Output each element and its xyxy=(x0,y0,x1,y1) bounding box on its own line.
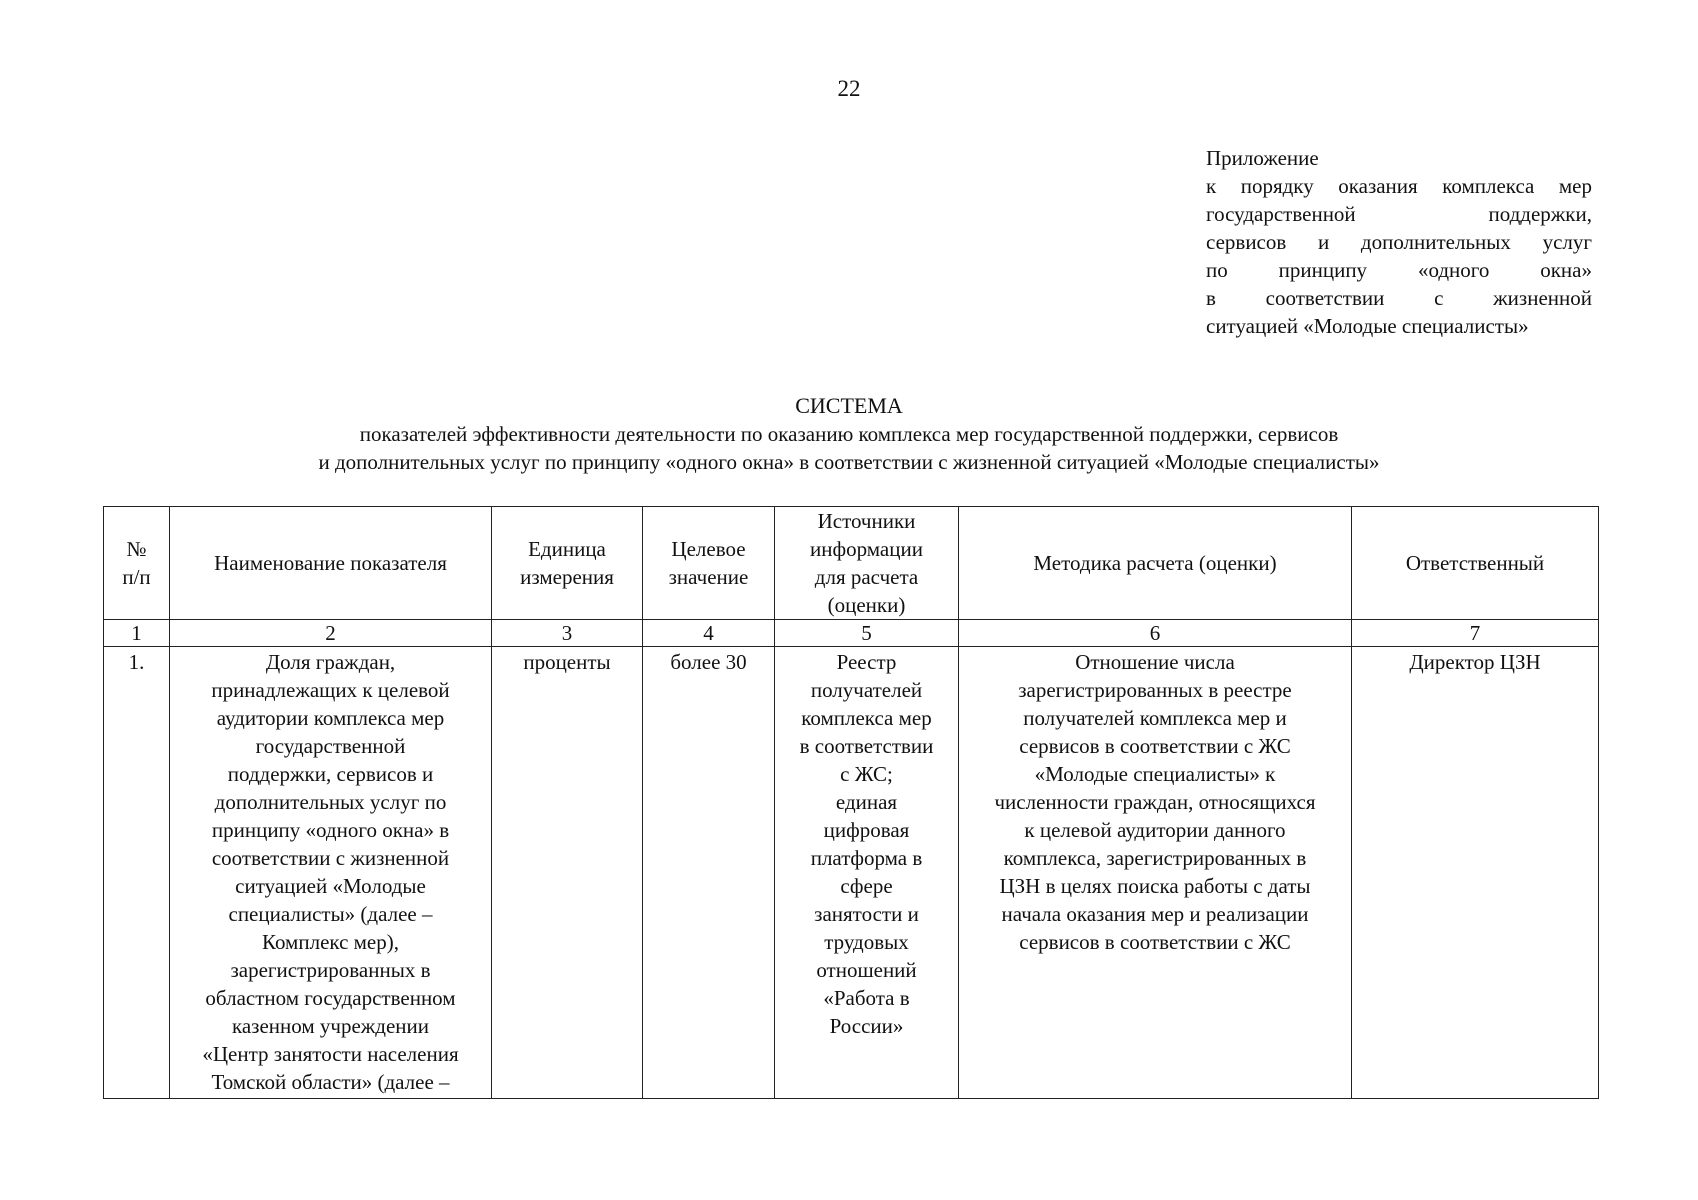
column-number: 6 xyxy=(959,620,1352,647)
column-number-row xyxy=(104,620,1599,647)
column-number: 7 xyxy=(1352,620,1599,647)
unit-cell: проценты xyxy=(492,647,643,1099)
table-row xyxy=(104,647,1599,1099)
title-line: показателей эффективности деятельности по оказанию комплекса мер государственной поддержки, сервисов xyxy=(359,422,1339,446)
appendix-line: Приложение xyxy=(1206,146,1319,170)
table-header-row xyxy=(104,507,1599,620)
source-cell: Реестр получателей комплекса мер в соответствии с ЖС; единая цифровая платформа в сфере занятости и трудовых отношений «Работа в России» xyxy=(775,647,959,1099)
appendix-note xyxy=(1206,144,1592,340)
appendix-line: к порядку оказания комплекса мер xyxy=(1206,174,1592,198)
target-cell: более 30 xyxy=(643,647,775,1099)
appendix-line: по принципу «одного окна» xyxy=(1206,258,1592,282)
header-cell-responsible: Ответственный xyxy=(1352,507,1599,620)
column-number: 5 xyxy=(775,620,959,647)
header-cell-number: № п/п xyxy=(104,507,170,620)
header-cell-source: Источники информации для расчета (оценки) xyxy=(775,507,959,620)
column-number: 3 xyxy=(492,620,643,647)
column-number: 4 xyxy=(643,620,775,647)
responsible-cell: Директор ЦЗН xyxy=(1352,647,1599,1099)
header-cell-unit: Единица измерения xyxy=(492,507,643,620)
header-cell-method: Методика расчета (оценки) xyxy=(959,507,1352,620)
document-title xyxy=(0,392,1698,476)
title-line: и дополнительных услуг по принципу «одного окна» в соответствии с жизненной ситуацией «Молодые специалисты» xyxy=(318,450,1380,474)
appendix-line: сервисов и дополнительных услуг xyxy=(1206,230,1592,254)
method-cell: Отношение числа зарегистрированных в реестре получателей комплекса мер и сервисов в соответствии с ЖС «Молодые специалисты» к численности граждан, относящихся к целевой аудитории данного комплекса, зарегистрированных в ЦЗН в целях поиска работы с даты начала оказания мер и реализации сервисов в соответствии с ЖС xyxy=(959,647,1352,1099)
indicators-table xyxy=(103,506,1599,1099)
appendix-line: государственной поддержки, xyxy=(1206,202,1592,226)
indicator-name-cell: Доля граждан, принадлежащих к целевой аудитории комплекса мер государственной поддержки, сервисов и дополнительных услуг по принципу «одного окна» в соответствии с жизненной ситуацией «Молодые специалисты» (далее – Комплекс мер), зарегистрированных в областном государственном казенном учреждении «Центр занятости населения Томской области» (далее – xyxy=(170,647,492,1099)
column-number: 1 xyxy=(104,620,170,647)
header-cell-target: Целевое значение xyxy=(643,507,775,620)
column-number: 2 xyxy=(170,620,492,647)
page-number: 22 xyxy=(837,76,861,101)
title-heading: СИСТЕМА xyxy=(795,393,903,418)
header-cell-indicator-name: Наименование показателя xyxy=(170,507,492,620)
appendix-line: ситуацией «Молодые специалисты» xyxy=(1206,314,1529,338)
row-number-cell: 1. xyxy=(104,647,170,1099)
appendix-line: в соответствии с жизненной xyxy=(1206,286,1592,310)
